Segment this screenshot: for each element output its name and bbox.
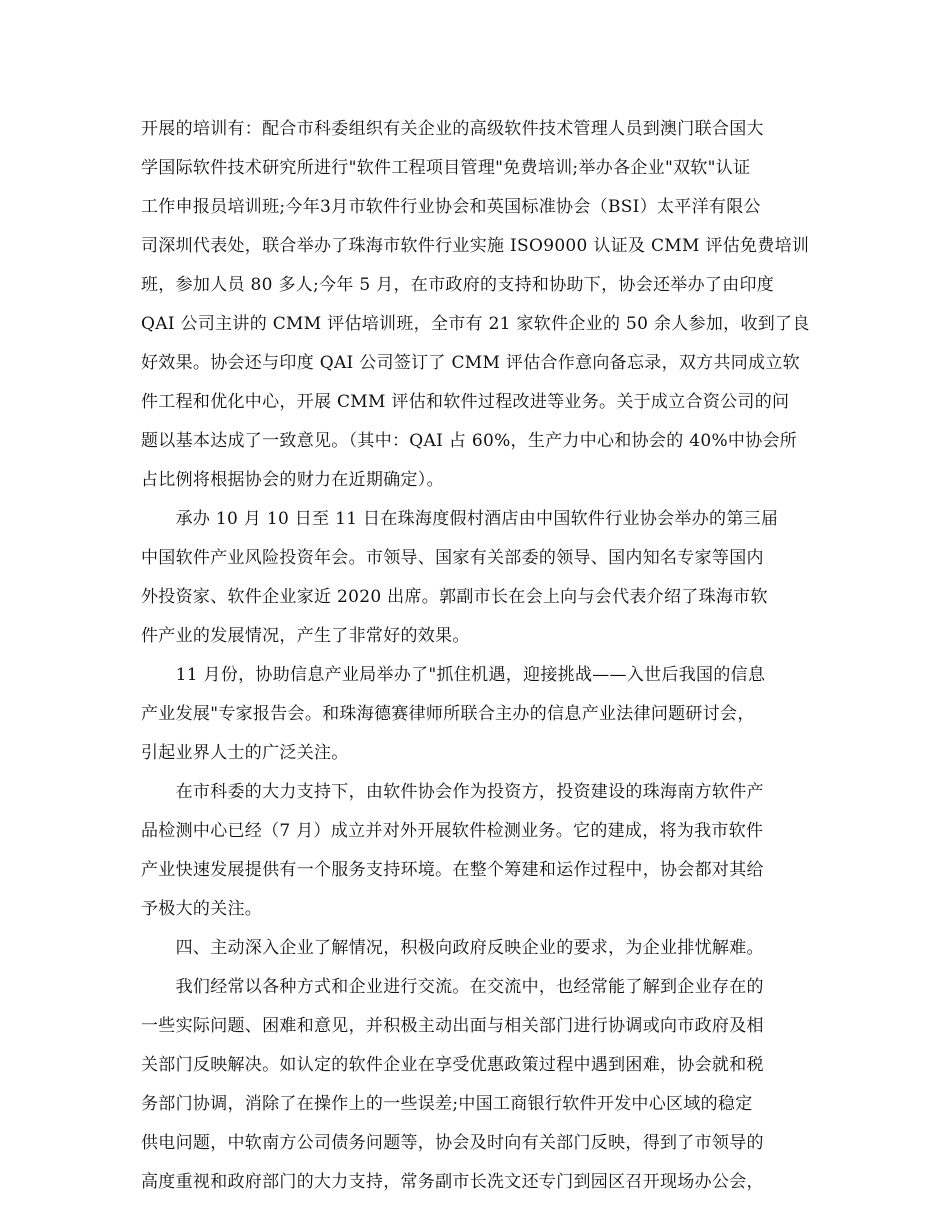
text-line: 外投资家、软件企业家近 2020 出席。郭副市长在会上向与会代表介绍了珠海市软 bbox=[141, 587, 768, 607]
text-line: 关部门反映解决。如认定的软件企业在享受优惠政策过程中遇到困难，协会就和税 bbox=[141, 1055, 764, 1075]
text-line: 司深圳代表处，联合举办了珠海市软件行业实施 ISO9000 认证及 CMM 评估免费培训 bbox=[141, 236, 810, 256]
text-line: 一些实际问题、困难和意见，并积极主动出面与相关部门进行协调或向市政府及相 bbox=[141, 1016, 764, 1036]
text-line: 开展的培训有：配合市科委组织有关企业的高级软件技术管理人员到澳门联合国大 bbox=[141, 119, 764, 139]
text-line: 好效果。协会还与印度 QAI 公司签订了 CMM 评估合作意向备忘录，双方共同成立软 bbox=[141, 353, 800, 373]
paragraph-line: 11 月份，协助信息产业局举办了"抓住机遇，迎接挑战——入世后我国的信息 bbox=[141, 665, 766, 685]
text-line: 占比例将根据协会的财力在近期确定）。 bbox=[141, 470, 444, 490]
paragraph-line: 在市科委的大力支持下，由软件协会作为投资方，投资建设的珠海南方软件产 bbox=[141, 782, 764, 802]
text-line: 供电问题，中软南方公司债务问题等，协会及时向有关部门反映，得到了市领导的 bbox=[141, 1133, 764, 1153]
text-line: 予极大的关注。 bbox=[141, 899, 263, 919]
text-line: 题以基本达成了一致意见。（其中：QAI 占 60%，生产力中心和协会的 40%中协会所 bbox=[141, 431, 798, 451]
text-line: 班，参加人员 80 多人;今年 5 月，在市政府的支持和协助下，协会还举办了由印度 bbox=[141, 275, 775, 295]
paragraph-line: 承办 10 月 10 日至 11 日在珠海度假村酒店由中国软件行业协会举办的第三届 bbox=[141, 509, 779, 529]
text-line: 学国际软件技术研究所进行"软件工程项目管理"免费培训;举办各企业"双软"认证 bbox=[141, 158, 751, 178]
text-line: 产业发展"专家报告会。和珠海德赛律师所联合主办的信息产业法律问题研讨会， bbox=[141, 704, 755, 724]
text-line: 产业快速发展提供有一个服务支持环境。在整个筹建和运作过程中，协会都对其给 bbox=[141, 860, 764, 880]
text-line: 引起业界人士的广泛关注。 bbox=[141, 743, 349, 763]
text-line: 工作申报员培训班;今年3月市软件行业协会和英国标准协会（BSI）太平洋有限公 bbox=[141, 197, 761, 217]
text-line: 件产业的发展情况，产生了非常好的效果。 bbox=[141, 626, 470, 646]
section-heading: 四、主动深入企业了解情况，积极向政府反映企业的要求，为企业排忧解难。 bbox=[141, 938, 764, 958]
text-line: 件工程和优化中心，开展 CMM 评估和软件过程改进等业务。关于成立合资公司的问 bbox=[141, 392, 790, 412]
paragraph-line: 我们经常以各种方式和企业进行交流。在交流中，也经常能了解到企业存在的 bbox=[141, 977, 764, 997]
text-line: 品检测中心已经（7 月）成立并对外开展软件检测业务。它的建成，将为我市软件 bbox=[141, 821, 764, 841]
document-body bbox=[141, 110, 821, 1202]
text-line: QAI 公司主讲的 CMM 评估培训班，全市有 21 家软件企业的 50 余人参加，收到了良 bbox=[141, 314, 810, 334]
text-line: 中国软件产业风险投资年会。市领导、国家有关部委的领导、国内知名专家等国内 bbox=[141, 548, 764, 568]
text-line: 务部门协调，消除了在操作上的一些误差;中国工商银行软件开发中心区域的稳定 bbox=[141, 1094, 753, 1114]
text-line: 高度重视和政府部门的大力支持，常务副市长冼文还专门到园区召开现场办公会， bbox=[141, 1172, 764, 1192]
